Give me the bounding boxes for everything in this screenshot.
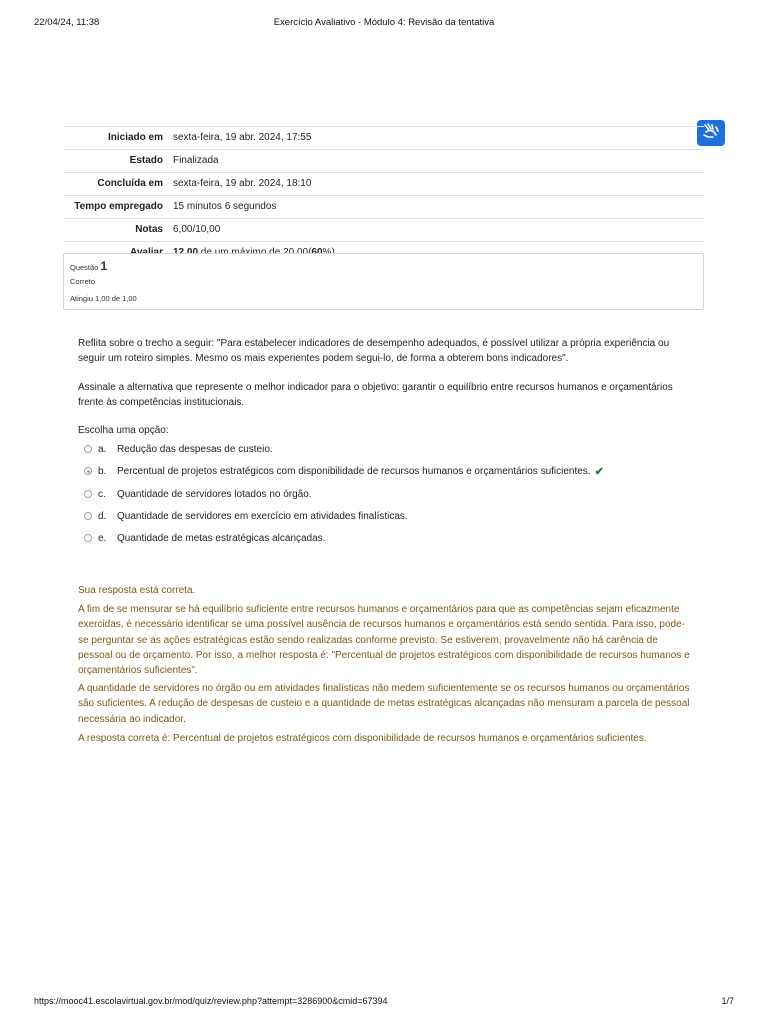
print-url: https://mooc41.escolavirtual.gov.br/mod/quiz/review.php?attempt=3286900&cmid=67394 — [34, 996, 388, 1006]
print-footer — [34, 996, 734, 1010]
option-text: Redução das despesas de custeio. — [117, 443, 273, 455]
option-c[interactable] — [84, 487, 312, 501]
question-instruction: Assinale a alternativa que represente o melhor indicador para o objetivo: garantir o equilíbrio entre recursos humanos e orçamentários frente às competências institucionais. — [78, 382, 673, 408]
choose-option-prompt: Escolha uma opção: — [78, 425, 169, 436]
print-title: Exercício Avaliativo - Módulo 4: Revisão da tentativa — [273, 17, 495, 28]
question-number — [70, 260, 107, 274]
radio-button-selected[interactable] — [84, 467, 92, 475]
summary-label: Tempo empregado — [74, 201, 163, 212]
radio-button[interactable] — [84, 512, 92, 520]
sign-language-icon — [702, 123, 720, 144]
attempt-summary-table — [64, 126, 704, 265]
summary-value: 15 minutos 6 segundos — [173, 201, 277, 212]
summary-label: Iniciado em — [107, 132, 163, 143]
question-text: Reflita sobre o trecho a seguir: "Para estabelecer indicadores de desempenho adequados, é possível utilizar a própria experiência ou seguir um roteiro simples. Mesmo os mais experientes podem segui-lo, de forma a obterem bons indicadores". — [78, 338, 670, 364]
option-letter: e. — [98, 532, 107, 544]
option-e[interactable] — [84, 531, 325, 545]
print-datetime: 22/04/24, 11:38 — [34, 17, 100, 28]
option-text: Quantidade de servidores lotados no órgão. — [117, 488, 312, 500]
question-label: Questão — [70, 263, 99, 272]
correct-check-icon: ✔ — [594, 465, 604, 478]
feedback-paragraph-2: A quantidade de servidores no órgão ou em atividades finalísticas não medem suficientemente se os recursos humanos ou orçamentários são suficientes. A redução de despesas de custeio e a quantidade de metas estratégicas alcançadas não mensuram a parcela de pessoal necessária ao indicador. — [78, 683, 690, 725]
option-text: Quantidade de metas estratégicas alcançadas. — [117, 532, 326, 544]
option-a[interactable] — [84, 442, 273, 456]
summary-value: sexta-feira, 19 abr. 2024, 17:55 — [173, 132, 312, 143]
print-page-number: 1/7 — [721, 996, 734, 1006]
option-text: Percentual de projetos estratégicos com disponibilidade de recursos humanos e orçamentários suficientes. — [117, 465, 591, 477]
summary-row-started — [64, 127, 704, 150]
option-text: Quantidade de servidores em exercício em atividades finalísticas. — [117, 510, 408, 522]
summary-row-completed — [64, 173, 704, 196]
radio-button[interactable] — [84, 445, 92, 453]
question-state: Correto — [70, 277, 96, 286]
feedback-status: Sua resposta está correta. — [78, 585, 196, 596]
print-header — [34, 17, 734, 31]
summary-value: Finalizada — [173, 155, 219, 166]
summary-value: 6,00/10,00 — [173, 224, 221, 235]
option-letter: c. — [98, 488, 106, 500]
summary-value: sexta-feira, 19 abr. 2024, 18:10 — [173, 178, 312, 189]
option-d[interactable] — [84, 509, 408, 523]
option-letter: b. — [98, 465, 107, 477]
summary-label: Concluída em — [97, 178, 163, 189]
option-letter: a. — [98, 443, 107, 455]
question-info-box — [63, 253, 704, 310]
feedback-paragraph-1: A fim de se mensurar se há equilíbrio suficiente entre recursos humanos e orçamentários para que as competências sejam eficazmente exercidas, é necessário identificar se uma possível ausência de recursos humanos e orçamentários está sendo sentida. Para isso, pode-se perguntar se as ações estratégicas estão sendo realizadas conforme previsto. Se estiverem, provavelmente não há carência de pessoal ou de orçamento. Por isso, a melhor resposta é: "Percentual de projetos estratégicos com disponibilidade de recursos humanos e orçamentários suficientes". — [78, 604, 690, 677]
question-grade: Atingiu 1,00 de 1,00 — [70, 294, 137, 303]
summary-label: Estado — [129, 155, 163, 166]
question-number-value: 1 — [100, 259, 108, 273]
radio-button[interactable] — [84, 534, 92, 542]
radio-button[interactable] — [84, 490, 92, 498]
correct-answer-text: A resposta correta é: Percentual de projetos estratégicos com disponibilidade de recursos humanos e orçamentários suficientes. — [78, 733, 647, 744]
summary-row-state — [64, 150, 704, 173]
summary-row-marks — [64, 219, 704, 242]
summary-row-time-taken — [64, 196, 704, 219]
summary-label: Notas — [135, 224, 163, 235]
option-b[interactable] — [84, 464, 604, 478]
option-letter: d. — [98, 510, 107, 522]
